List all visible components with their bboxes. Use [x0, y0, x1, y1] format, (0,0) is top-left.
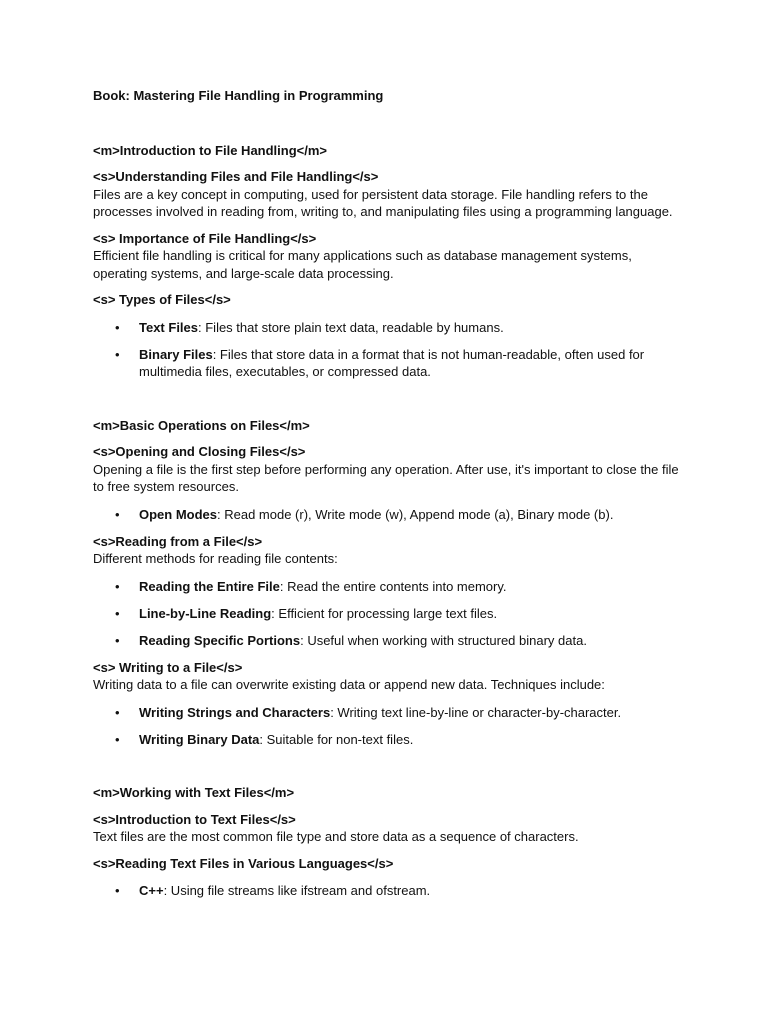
paragraph: Different methods for reading file contents: [93, 551, 338, 566]
section-heading: <m>Introduction to File Handling</m> [93, 142, 328, 158]
list-item-term: Writing Binary Data [139, 731, 260, 747]
bullet-icon: • [115, 883, 120, 898]
paragraph: Efficient file handling is critical for many applications such as database management systems, operating systems, and large-scale data processing. [93, 248, 632, 281]
list-item-term: Line-by-Line Reading [139, 605, 272, 621]
subsection-heading: <s> Writing to a File</s> [93, 659, 243, 675]
list-item [93, 632, 683, 650]
list-item-description: : Suitable for non-text files. [259, 731, 414, 747]
subsection-heading: <s>Opening and Closing Files</s> [93, 444, 306, 459]
bullet-icon: • [115, 578, 120, 594]
paragraph: Text files are the most common file type and store data as a sequence of characters. [93, 829, 579, 844]
list-item-description: : Read the entire contents into memory. [279, 578, 507, 594]
list-item [93, 605, 683, 623]
subsection-heading: <s>Reading from a File</s> [93, 533, 263, 549]
list-item [93, 319, 683, 337]
list-item-description: : Writing text line-by-line or character-by-character. [330, 704, 622, 720]
subsection-heading: <s>Introduction to Text Files</s> [93, 811, 296, 827]
paragraph: Opening a file is the first step before performing any operation. After use, it's important to close the file to free system resources. [93, 461, 679, 494]
list-item-description: : Files that store plain text data, readable by humans. [198, 319, 504, 335]
bullet-icon: • [115, 704, 120, 720]
bullet-list [93, 578, 683, 650]
bullet-list [93, 704, 683, 749]
bullet-list [93, 319, 683, 381]
list-item [93, 882, 683, 900]
list-item-term: Reading the Entire File [139, 578, 280, 594]
list-item [93, 578, 683, 596]
bullet-list [93, 882, 683, 900]
document-page [93, 87, 683, 909]
paragraph: Writing data to a file can overwrite existing data or append new data. Techniques include: [93, 677, 605, 692]
bullet-list [93, 506, 683, 524]
bullet-icon: • [115, 346, 120, 362]
book-title: Book: Mastering File Handling in Programming [93, 88, 384, 103]
list-item-term: Reading Specific Portions [139, 632, 301, 648]
list-item-term: Binary Files [139, 346, 213, 362]
list-item-term: C++ [139, 883, 164, 898]
bullet-icon: • [115, 605, 120, 621]
list-item-description: : Read mode (r), Write mode (w), Append mode (a), Binary mode (b). [217, 506, 614, 522]
list-item-description: : Files that store data in a format that is not human-readable, often used for multimedia files, executables, or compressed data. [139, 346, 645, 379]
bullet-icon: • [115, 506, 120, 522]
list-item-term: Writing Strings and Characters [139, 704, 331, 720]
subsection-heading: <s> Importance of File Handling</s> [93, 230, 317, 246]
paragraph: Files are a key concept in computing, used for persistent data storage. File handling refers to the processes involved in reading from, writing to, and manipulating files using a programming language. [93, 186, 673, 219]
bullet-icon: • [115, 731, 120, 747]
list-item-description: : Efficient for processing large text files. [271, 605, 498, 621]
list-item [93, 731, 683, 749]
bullet-icon: • [115, 632, 120, 648]
section-heading: <m>Working with Text Files</m> [93, 785, 295, 800]
subsection-heading: <s>Reading Text Files in Various Languages</s> [93, 855, 394, 871]
list-item [93, 704, 683, 722]
list-item-description: : Using file streams like ifstream and ofstream. [163, 883, 431, 898]
subsection-heading: <s>Understanding Files and File Handling</s> [93, 169, 379, 184]
list-item-term: Open Modes [139, 506, 218, 522]
list-item-description: : Useful when working with structured binary data. [300, 632, 587, 648]
list-item [93, 506, 683, 524]
section-heading: <m>Basic Operations on Files</m> [93, 417, 310, 433]
bullet-icon: • [115, 319, 120, 335]
document-body [93, 142, 683, 900]
list-item-term: Text Files [139, 319, 199, 335]
subsection-heading: <s> Types of Files</s> [93, 292, 231, 307]
list-item [93, 346, 683, 381]
